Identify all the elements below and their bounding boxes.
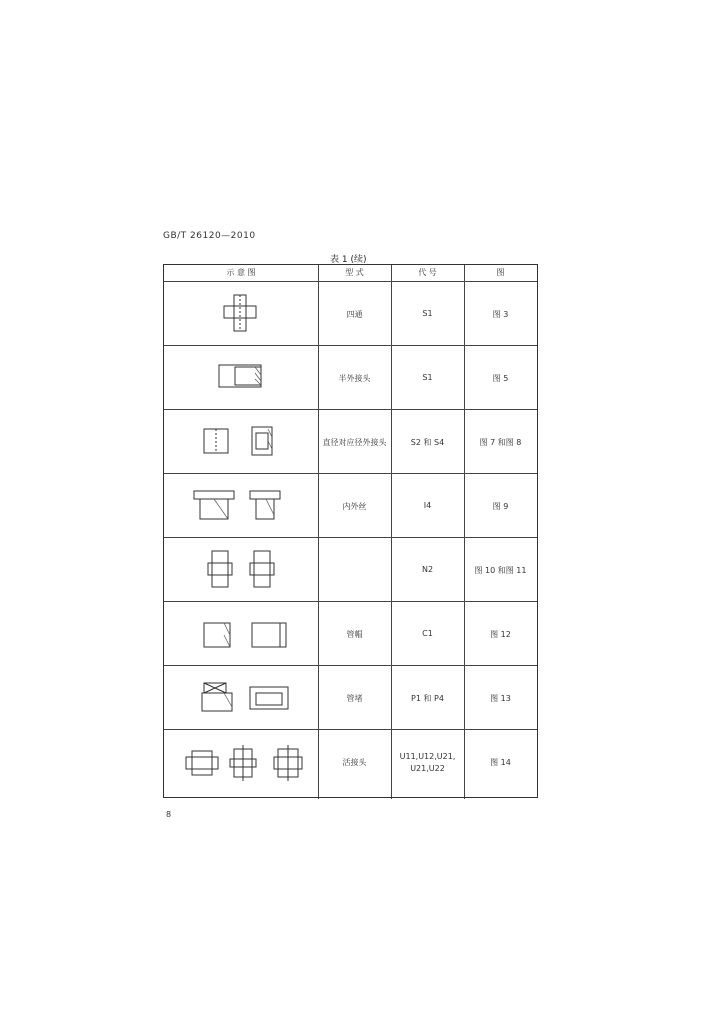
row-divider	[164, 601, 537, 602]
row-8-figure: 图 14	[490, 758, 511, 767]
row-3-code: S2 和 S4	[410, 438, 445, 447]
reducing-coupling-drawing	[204, 427, 284, 455]
row-7-type: 管堵	[346, 694, 363, 703]
row-2-figure: 图 5	[492, 374, 509, 383]
row-7-code: P1 和 P4	[411, 694, 444, 703]
header-schematic: 示 意 图	[226, 268, 256, 277]
cross-fitting-drawing	[224, 295, 258, 331]
standard-code: GB/T 26120—2010	[163, 231, 256, 241]
row-6-code: C1	[422, 629, 433, 638]
plug-drawing	[202, 683, 292, 713]
row-8-code: U11,U12,U21, U21,U22	[399, 752, 456, 773]
row-3-figure: 图 7 和图 8	[479, 438, 522, 447]
row-divider	[164, 409, 537, 410]
header-divider	[164, 281, 537, 282]
row-2-type: 半外接头	[338, 374, 371, 383]
row-8-type: 活接头	[342, 758, 367, 767]
page-number: 8	[166, 810, 172, 819]
header-figure: 图	[496, 268, 505, 277]
cap-drawing	[204, 621, 290, 649]
row-4-type: 内外丝	[342, 502, 367, 511]
union-drawing	[186, 745, 306, 781]
row-divider	[164, 665, 537, 666]
row-divider	[164, 729, 537, 730]
row-6-type: 管帽	[346, 630, 363, 639]
row-divider	[164, 537, 537, 538]
row-4-figure: 图 9	[492, 502, 509, 511]
header-code: 代 号	[418, 268, 437, 277]
table-title: 表 1 (续)	[330, 255, 367, 265]
row-5-code: N2	[421, 565, 434, 574]
hex-nipple-drawing	[206, 551, 280, 587]
row-divider	[164, 345, 537, 346]
row-2-code: S1	[422, 373, 433, 382]
row-5-figure: 图 10 和图 11	[474, 566, 527, 575]
row-1-figure: 图 3	[492, 310, 509, 319]
fittings-table	[163, 264, 538, 798]
row-6-figure: 图 12	[490, 630, 511, 639]
row-1-code: S1	[422, 309, 433, 318]
row-3-type: 直径对应径外接头	[322, 438, 387, 447]
row-1-type: 四通	[346, 310, 363, 319]
header-type: 型 式	[345, 268, 364, 277]
bushing-drawing	[194, 491, 294, 521]
row-divider	[164, 473, 537, 474]
half-coupling-drawing	[219, 363, 267, 389]
row-7-figure: 图 13	[490, 694, 511, 703]
row-4-code: I4	[423, 501, 432, 510]
